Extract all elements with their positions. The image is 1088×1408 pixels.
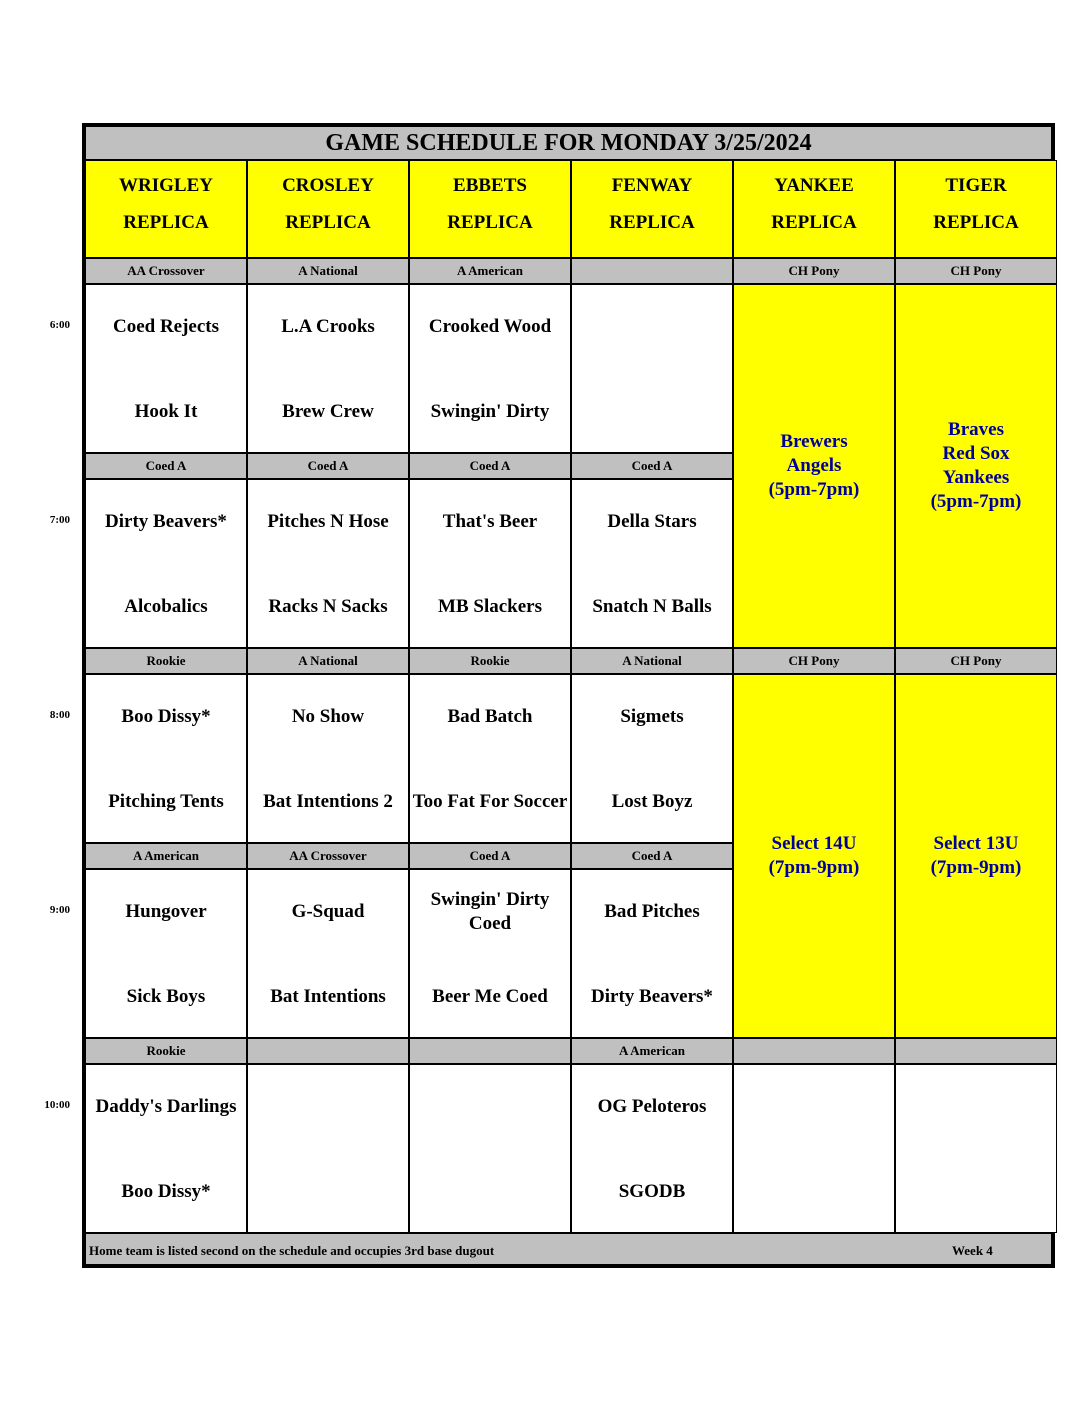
venue-header-ebbets (409, 160, 571, 258)
division-label: A National (247, 648, 409, 674)
game-cell (571, 479, 733, 648)
away-team: Della Stars (607, 511, 697, 532)
tiger-block-late-text: Select 13U (7pm-9pm) (930, 833, 1022, 878)
game-cell (409, 284, 571, 453)
time-label: 10:00 (44, 1099, 70, 1111)
game-cell (409, 1064, 571, 1233)
game-cell (571, 284, 733, 453)
away-team: G-Squad (291, 901, 365, 922)
venue-name: YANKEE (774, 175, 854, 196)
game-cell (571, 869, 733, 1038)
time-label: 7:00 (49, 514, 70, 526)
away-team: Boo Dissy* (121, 706, 211, 727)
venue-subtitle: REPLICA (771, 212, 857, 233)
away-team: Swingin' Dirty Coed (430, 889, 550, 934)
game-cell (247, 869, 409, 1038)
division-label: CH Pony (895, 648, 1057, 674)
yankee-block-late-text: Select 14U (7pm-9pm) (768, 833, 860, 878)
home-team: Dirty Beavers* (591, 986, 713, 1007)
venue-subtitle: REPLICA (933, 212, 1019, 233)
division-label: A American (409, 258, 571, 284)
home-team: MB Slackers (438, 596, 542, 617)
game-cell (85, 479, 247, 648)
division-label: AA Crossover (85, 258, 247, 284)
away-team: Bad Batch (447, 706, 533, 727)
home-team (572, 388, 732, 436)
home-team: Beer Me Coed (432, 986, 548, 1007)
game-cell (409, 869, 571, 1038)
away-team (248, 1083, 408, 1131)
division-label: CH Pony (733, 648, 895, 674)
venue-name: TIGER (945, 175, 1007, 196)
division-label (895, 1038, 1057, 1064)
game-cell (85, 869, 247, 1038)
home-team (410, 1168, 570, 1216)
division-label (409, 1038, 571, 1064)
time-label: 9:00 (49, 904, 70, 916)
away-team (734, 1083, 894, 1131)
division-label: Rookie (85, 648, 247, 674)
away-team: Pitches N Hose (267, 511, 389, 532)
away-team: L.A Crooks (281, 316, 375, 337)
division-label: Coed A (571, 453, 733, 479)
venue-name: CROSLEY (282, 175, 374, 196)
venue-header-yankee (733, 160, 895, 258)
venue-name: WRIGLEY (119, 175, 213, 196)
home-team: Swingin' Dirty (430, 401, 550, 422)
game-cell (895, 1064, 1057, 1233)
venue-subtitle: REPLICA (285, 212, 371, 233)
away-team (410, 1083, 570, 1131)
division-label: Coed A (409, 453, 571, 479)
game-cell (247, 284, 409, 453)
home-team (734, 1168, 894, 1216)
away-team: Hungover (125, 901, 207, 922)
yankee-block-late (733, 674, 895, 1038)
game-cell (409, 479, 571, 648)
venue-name: EBBETS (453, 175, 527, 196)
away-team: Daddy's Darlings (95, 1096, 237, 1117)
division-label: Rookie (85, 1038, 247, 1064)
away-team: That's Beer (442, 511, 538, 532)
division-label: Coed A (409, 843, 571, 869)
division-label: Coed A (247, 453, 409, 479)
home-team: Brew Crew (282, 401, 374, 422)
away-team: OG Peloteros (597, 1096, 707, 1117)
tiger-block-early (895, 284, 1057, 648)
yankee-block-early-text: Brewers Angels (5pm-7pm) (768, 431, 860, 500)
game-cell (247, 479, 409, 648)
venue-header-tiger (895, 160, 1057, 258)
schedule-table (82, 123, 1055, 1268)
home-team: Pitching Tents (108, 791, 224, 812)
game-cell (733, 1064, 895, 1233)
division-label (247, 1038, 409, 1064)
game-cell (409, 674, 571, 843)
time-label: 8:00 (49, 709, 70, 721)
home-team: Too Fat For Soccer (412, 791, 568, 812)
home-team: Bat Intentions 2 (263, 791, 393, 812)
division-label: CH Pony (895, 258, 1057, 284)
home-team: Boo Dissy* (121, 1181, 211, 1202)
home-team: Snatch N Balls (592, 596, 712, 617)
time-label: 6:00 (49, 319, 70, 331)
venue-header-crosley (247, 160, 409, 258)
away-team: Coed Rejects (112, 316, 220, 337)
footer-note: Home team is listed second on the schedule and occupies 3rd base dugout (89, 1243, 495, 1258)
away-team: Sigmets (620, 706, 684, 727)
away-team: Bad Pitches (604, 901, 700, 922)
home-team: Alcobalics (124, 596, 208, 617)
division-label (571, 258, 733, 284)
division-label: A National (247, 258, 409, 284)
home-team: Hook It (134, 401, 198, 422)
home-team: Sick Boys (126, 986, 206, 1007)
footer (85, 1233, 1052, 1265)
tiger-block-early-text: Braves Red Sox Yankees (5pm-7pm) (930, 419, 1022, 512)
division-label: AA Crossover (247, 843, 409, 869)
page-title: GAME SCHEDULE FOR MONDAY 3/25/2024 (85, 126, 1052, 160)
venue-header-fenway (571, 160, 733, 258)
division-label: A National (571, 648, 733, 674)
game-cell (571, 1064, 733, 1233)
division-label: Rookie (409, 648, 571, 674)
away-team: Dirty Beavers* (105, 511, 227, 532)
home-team: Racks N Sacks (268, 596, 388, 617)
away-team (572, 303, 732, 351)
division-label: Coed A (85, 453, 247, 479)
division-label: Coed A (571, 843, 733, 869)
division-label (733, 1038, 895, 1064)
venue-subtitle: REPLICA (609, 212, 695, 233)
division-label: A American (571, 1038, 733, 1064)
home-team: SGODB (618, 1181, 686, 1202)
away-team: No Show (291, 706, 365, 727)
tiger-block-late (895, 674, 1057, 1038)
division-label: A American (85, 843, 247, 869)
home-team: Lost Boyz (611, 791, 693, 812)
game-cell (247, 1064, 409, 1233)
division-label: CH Pony (733, 258, 895, 284)
home-team (248, 1168, 408, 1216)
yankee-block-early (733, 284, 895, 648)
home-team: Bat Intentions (270, 986, 386, 1007)
game-cell (247, 674, 409, 843)
home-team (896, 1168, 1056, 1216)
game-cell (85, 1064, 247, 1233)
week-label: Week 4 (952, 1243, 993, 1258)
venue-name: FENWAY (611, 175, 693, 196)
away-team (896, 1083, 1056, 1131)
venue-subtitle: REPLICA (447, 212, 533, 233)
venue-subtitle: REPLICA (123, 212, 209, 233)
venue-header-wrigley (85, 160, 247, 258)
away-team: Crooked Wood (428, 316, 552, 337)
game-cell (85, 284, 247, 453)
game-cell (85, 674, 247, 843)
game-cell (571, 674, 733, 843)
